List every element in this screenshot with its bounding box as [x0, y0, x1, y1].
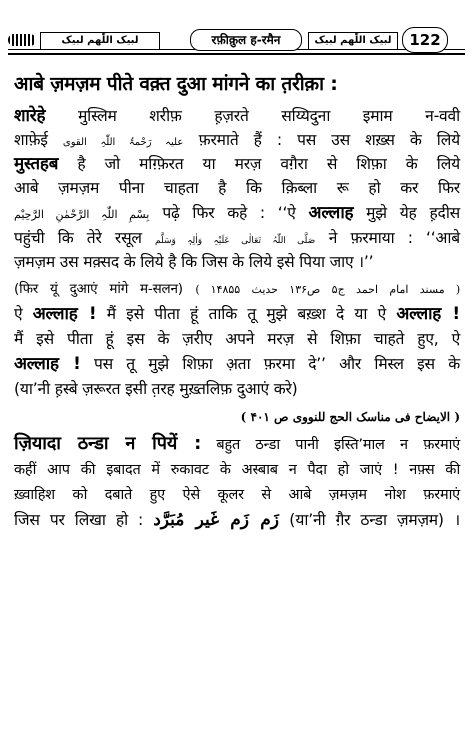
text-line: कहीं आप की इबादत में रुकावट के अस्बाब न पैदा हो जाएं ! नफ़्स की	[14, 462, 460, 478]
text-line: जिस पर लिखा हो : زَم زَم غَیر مُبَرَّد (या’नी ग़ैर ठन्डा ज़मज़म) ।	[14, 510, 461, 530]
text-line: पहुंची कि तेरे रसूल صَلَّی اللّٰہُ تَعَالٰی عَلَیْہِ وَاٰلِہٖ وَسَلَّم ने फ़रमाया : ‘‘आबे	[14, 229, 460, 247]
text-line: ज़ियादा ठन्डा न पियें : बहुत ठन्डा पानी इस्ति’माल न फ़रमाएं	[14, 433, 460, 454]
text-line: अल्लाह ! पस तू मुझे शिफ़ा अ़ता फ़रमा दे’’ और मिस्ल इस के	[14, 354, 460, 374]
text-line: (फिर यूं दुआएं मांगे म-सलन) ( مسند امام احمد ج۵ ص۱۳۶ حدیث ۱۴۸۵۵ )	[14, 281, 461, 297]
text-line: ज़मज़म उस मक़्सद के लिये है कि जिस के लिये इसे पिया जाए ।’’	[14, 253, 374, 271]
arabic-salutation: صَلَّی اللّٰہُ تَعَالٰی عَلَیْہِ وَاٰلِہٖ وَسَلَّم	[155, 236, 316, 246]
text-line: आबे ज़मज़म पीना चाहता है कि क़िब्ला रू हो कर फिर	[14, 179, 460, 197]
header-badge-right: لبیک اللّٰھم لبیک	[308, 32, 398, 50]
text-line: शाफ़ेई علیہ رَحْمۃُ اللّٰہِ القوی फ़रमाते हैं : पस उस शख़्स के लिये	[14, 131, 460, 149]
text-line: शारेहे मुस्लिम शरीफ़ ह़ज़रते सय्यिदुना इमाम न-ववी	[14, 106, 460, 126]
text-line: ख़्वाहिश को दबाते हुए ऐसे कूलर से आबे ज़मज़म नोश फ़रमाएं	[14, 487, 460, 503]
arabic-bismillah: بِسْمِ اللّٰہِ الرَّحْمٰنِ الرَّحِیْم	[14, 208, 150, 221]
page-number: 122	[402, 27, 448, 53]
text-line: ऐ अल्लाह ! मैं इसे पीता हूं ताकि तू मुझे बख़्श दे या ऐ अल्लाह !	[14, 304, 460, 324]
header-badge-left: لبیک اللّٰھم لبیک	[40, 32, 160, 50]
text-line: بِسْمِ اللّٰہِ الرَّحْمٰنِ الرَّحِیْم पढ़े फिर कहे : ‘‘ऐ अल्लाह मुझे येह ह़दीस	[14, 203, 460, 223]
citation: ( الایضاح فی مناسک الحج للنووی ص ۴۰۱ )	[240, 410, 460, 424]
text-line: मुस्तहब है जो मग़्फ़िरत या मरज़ वग़ैरा से शिफ़ा के लिये	[14, 154, 460, 174]
arabic-inscription: زَم زَم غَیر مُبَرَّد	[153, 510, 279, 530]
ornament-icon	[8, 34, 36, 46]
subheading: ज़ियादा ठन्डा न पियें :	[14, 433, 202, 454]
text-line: (या’नी ह़स्बे ज़रूरत इसी त़रह मुख़्तलिफ़ दुआएं करे)	[14, 380, 298, 398]
text-line: मैं इसे पीता हूं इस के ज़रीए अपने मरज़ से शिफ़ा चाहते हुए, ऐ	[14, 330, 460, 348]
section-heading: आबे ज़मज़म पीते वक़्त दुआ मांगने का त़रीक़ा :	[14, 73, 338, 95]
citation: ( مسند امام احمد ج۵ ص۱۳۶ حدیث ۱۴۸۵۵ )	[195, 283, 461, 296]
header-rule	[8, 53, 465, 55]
page-header	[8, 33, 465, 55]
arabic-honorific: علیہ رَحْمۃُ اللّٰہِ القوی	[62, 137, 184, 148]
running-title: रफ़ीक़ुल ह-रमैन	[190, 29, 302, 51]
